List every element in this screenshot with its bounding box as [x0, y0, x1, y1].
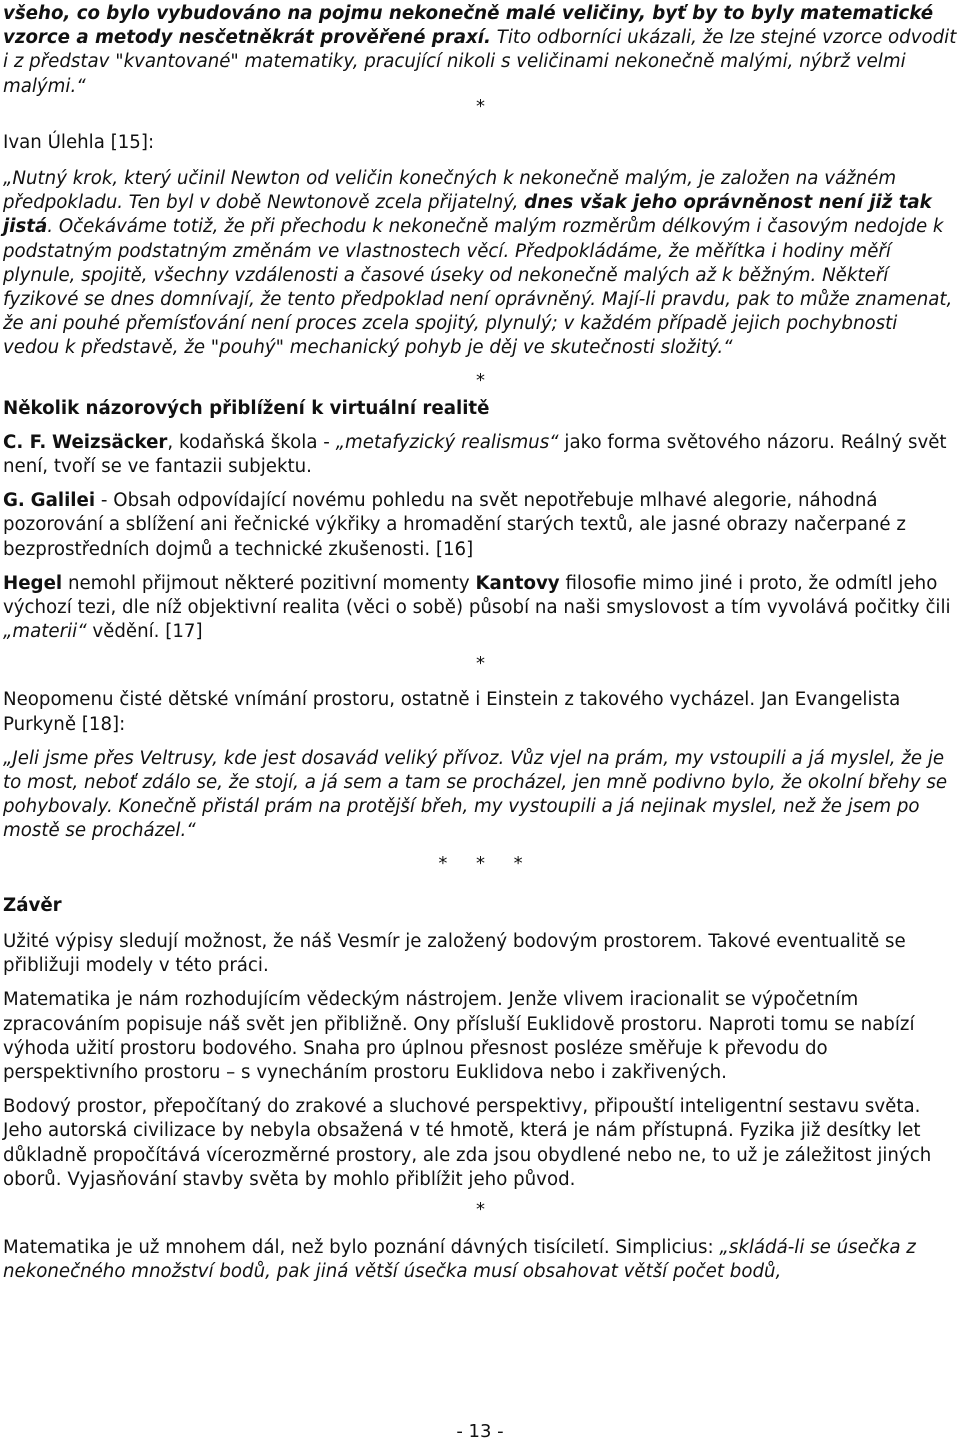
hegel-text1: nemohl přijmout některé pozitivní momenty	[62, 572, 476, 594]
triple-separator: * * *	[438, 852, 523, 874]
weizsacker-text1: , kodaňská škola -	[167, 431, 336, 453]
separator-star: *	[476, 653, 485, 675]
simplicius-quote: „skládá-li se úsečka z nekonečného množství bodů, pak jiná větší úsečka musí obsahovat větší počet bodů,	[3, 1236, 916, 1283]
ulehla-quote-part1: „Nutný krok, který učinil Newton od veličin konečných k nekonečně malým, je založen na vážném předpokladu. Ten byl v době Newtonově zcela přijatelný,	[3, 168, 897, 214]
hegel-paragraph	[3, 572, 958, 645]
conclusion-paragraph-1: Užité výpisy sledují možnost, že náš Vesmír je založený bodovým prostorem. Takové eventualitě se přibližuji modely v této práci.	[3, 930, 906, 977]
weizsacker-paragraph	[3, 431, 958, 479]
weizsacker-text2: jako forma světového názoru. Reálný svět není, tvoří se ve fantazii subjektu.	[3, 431, 947, 478]
galilei-initial: G.	[3, 490, 25, 512]
document-page	[3, 0, 958, 1284]
ulehla-intro: Ivan Úlehla [15]:	[3, 131, 155, 153]
galilei-text: - Obsah odpovídající novému pohledu na svět nepotřebuje mlhavé alegorie, náhodná pozorování a sblížení ani řečnické výkřiky a hromadění starých textů, ale jasné obrazy načerpané z bezprostředních dojmů a technické zkušenosti. [16]	[3, 490, 906, 560]
galilei-paragraph	[3, 489, 958, 562]
hegel-italic: „materii“	[3, 621, 87, 643]
weizsacker-initials: C. F.	[3, 431, 47, 453]
weizsacker-name: Weizsäcker	[52, 431, 168, 453]
separator-star: *	[476, 95, 485, 117]
galilei-name: Galilei	[30, 490, 96, 512]
final-text: Matematika je už mnohem dál, než bylo poznání dávných tisíciletí. Simplicius:	[3, 1236, 720, 1258]
conclusion-paragraph-3: Bodový prostor, přepočítaný do zrakové a sluchové perspektivy, připouští inteligentní sestavu světa. Jeho autorská civilizace by nebyla obsažená v té hmotě, která je nám přístupná. Fyzika již desítky let důkladně propočítává vícerozměrné prostory, ale zda jsou obydlené nebo ne, to už je záležitost jiných oborů. Vyjasňování stavby světa by mohlo přiblížit jeho původ.	[3, 1096, 932, 1190]
purkyne-intro: Neopomenu čisté dětské vnímání prostoru, ostatně i Einstein z takového vycházel. Jan Evangelista Purkyně [18]:	[3, 689, 901, 735]
final-paragraph	[3, 1236, 958, 1284]
conclusion-heading: Závěr	[3, 894, 62, 916]
intro-paragraph	[3, 2, 958, 99]
hegel-text3: vědění. [17]	[86, 621, 203, 643]
separator-star: *	[476, 369, 485, 391]
separator-star: *	[476, 1198, 485, 1220]
hegel-text2: filosofie mimo jiné i proto, že odmítl jeho výchozí tezi, dle níž objektivní realita (věci o sobě) působí na naši smyslovost a tím vyvolává počitky čili	[3, 572, 951, 619]
weizsacker-italic: „metafyzický realismus“	[335, 431, 559, 453]
ulehla-quote-part2: . Očekáváme totiž, že při přechodu k nekonečně malým rozměrům délkovým i časovým nedojde k podstatným podstatným změnám ve vlastnostech věcí. Předpokládáme, že měřítka i hodiny měří plynule, spojitě, všechny vzdálenosti a časové úseky od nekonečně malých až k běžným. Někteří fyzikové se dnes domnívají, že tento předpoklad není oprávněný. Mají-li pravdu, pak to může znamenat, že ani pouhé přemísťování není proces zcela spojitý, plynulý; v každém případě jejich pochybnosti vedou k představě, že "pouhý" mechanický pohyb je děj ve skutečnosti složitý.“	[3, 216, 953, 359]
ulehla-quote	[3, 167, 958, 361]
conclusion-paragraph-2: Matematika je nám rozhodujícím vědeckým nástrojem. Jenže vlivem iracionalit se výpočetním zpracováním popisuje náš svět jen přibližně. Ony přísluší Euklidově prostoru. Naproti tomu se nabízí výhoda užití prostoru bodového. Snaha pro úplnou přesnost posléze směřuje k převodu do perspektivního prostoru – s vynecháním prostoru Euklidova nebo i zakřivených.	[3, 989, 915, 1083]
page-number: - 13 -	[456, 1421, 504, 1442]
intro-italic: Tito odborníci ukázali, že lze stejné vzorce odvodit i z představ "kvantované" matematiky, pracující nikoli s veličinami nekonečně malými, nýbrž velmi malými.“	[3, 27, 957, 97]
intro-bold-italic: všeho, co bylo vybudováno na pojmu nekonečně malé veličiny, byť by to byly matematické vzorce a metody nesčetněkrát prověřené praxí.	[3, 3, 934, 49]
hegel-name: Hegel	[3, 572, 63, 594]
purkyne-quote: „Jeli jsme přes Veltrusy, kde jest dosavád veliký přívoz. Vůz vjel na prám, my vstoupili a já myslel, že je to most, neboť zdálo se, že stojí, a já sem a tam se procházel, jen mně podivno bylo, že okolní břehy se pohybovaly. Konečně přistál prám na protější břeh, my vystoupili a já nejinak myslel, než že jsem po mostě se procházel.“	[3, 747, 948, 842]
kant-name: Kantovy	[475, 572, 560, 594]
section-heading: Několik názorových přiblížení k virtuální realitě	[3, 397, 490, 419]
ulehla-quote-bold: dnes však jeho oprávněnost není již tak jistá	[3, 192, 932, 238]
